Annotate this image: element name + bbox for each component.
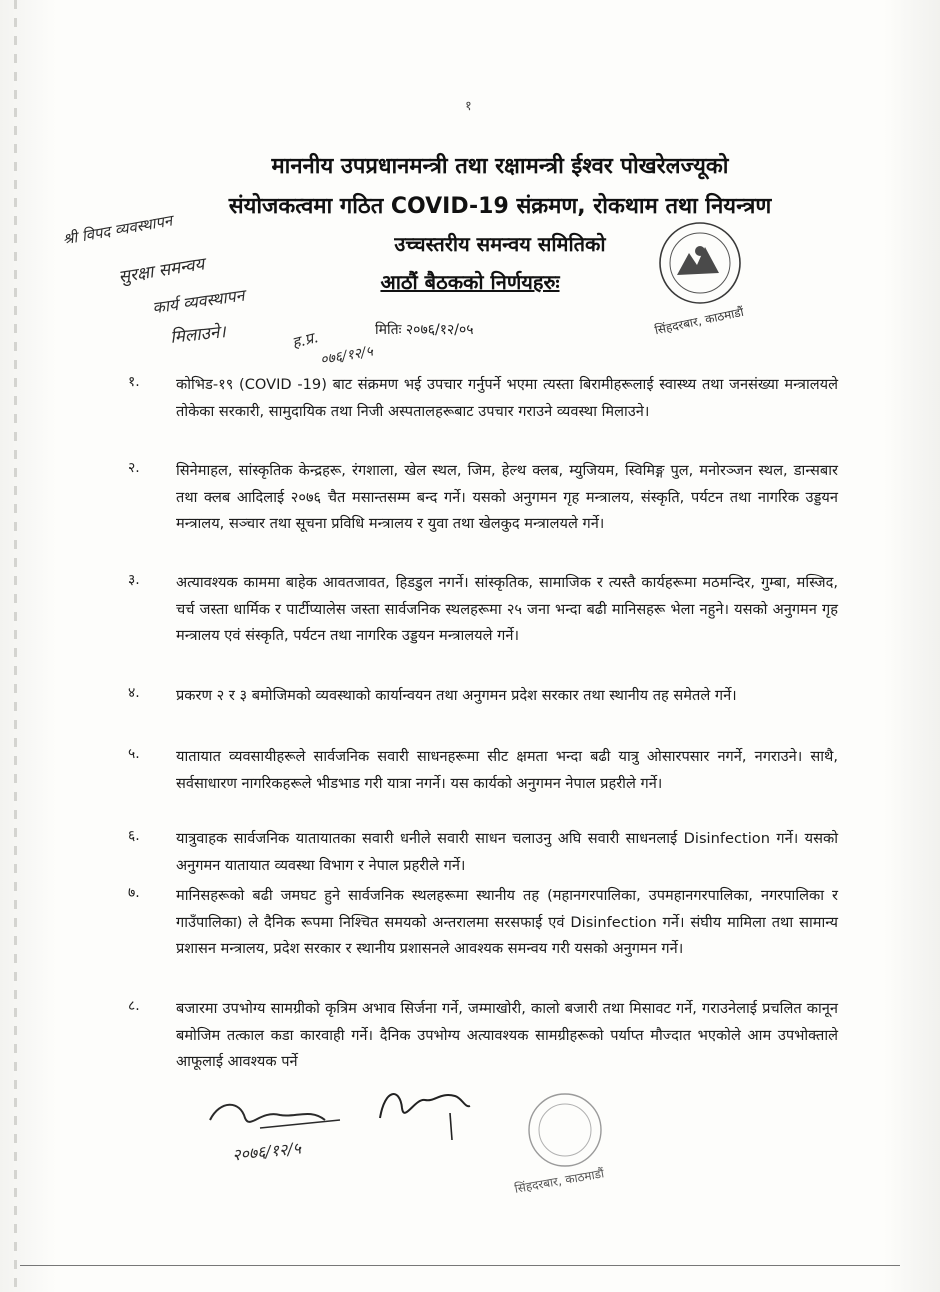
decision-number: ३. — [128, 572, 140, 588]
decision-text: अत्यावश्यक काममा बाहेक आवतजावत, हिडडुल नगर्ने। सांस्कृतिक, सामाजिक र त्यस्तै कार्यहरूमा मठमन्दिर, गुम्बा, मस्जिद, चर्च जस्ता धार्मिक र पार्टीप्यालेस जस्ता सार्वजनिक स्थलहरूमा २५ जना भन्दा बढी मानिसहरू भेला नहुने। यसको अनुगमन गृह मन्त्रालय एवं संस्कृति, पर्यटन तथा नागरिक उड्डयन मन्त्रालयले गर्ने। — [176, 574, 838, 644]
government-stamp-top — [615, 205, 785, 355]
decision-text: प्रकरण २ र ३ बमोजिमको व्यवस्थाको कार्यान्वयन तथा अनुगमन प्रदेश सरकार तथा स्थानीय तह समेतले गर्ने। — [176, 687, 737, 704]
handwritten-note-1: श्री विपद व्यवस्थापन — [61, 211, 174, 249]
stamp-place-text: सिंहदरबार, काठमाडौं — [653, 304, 745, 338]
decision-number: ७. — [128, 885, 140, 901]
decision-number: ४. — [128, 685, 140, 701]
decision-text: कोभिड-१९ (COVID -19) बाट संक्रमण भई उपचार गर्नुपर्ने भएमा त्यस्ता बिरामीहरूलाई स्वास्थ्य तथा जनसंख्या मन्त्रालयले तोकेका सरकारी, सामुदायिक तथा निजी अस्पतालहरूबाट उपचार गराउने व्यवस्था मिलाउने। — [176, 376, 838, 420]
handwritten-initial: ह.प्र. — [290, 328, 320, 352]
title-line-3: उच्चस्तरीय समन्वय समितिको — [394, 232, 606, 256]
decision-text: यात्रुवाहक सार्वजनिक यातायातका सवारी धनीले सवारी साधन चलाउनु अघि सवारी साधनलाई Disinfection गर्ने। यसको अनुगमन यातायात व्यवस्था विभाग र नेपाल प्रहरीले गर्ने। — [176, 830, 838, 874]
decision-text: बजारमा उपभोग्य सामग्रीको कृत्रिम अभाव सिर्जना गर्ने, जम्माखोरी, कालो बजारी तथा मिसावट गर्ने, गराउनेलाई प्रचलित कानून बमोजिम तत्काल कडा कारवाही गर्ने। दैनिक उपभोग्य अत्यावश्यक सामग्रीहरूको पर्याप्त मौज्दात भएकोले आम उपभोक्ताले आफूलाई आवश्यक पर्ने — [176, 1000, 838, 1070]
decision-number: ५. — [128, 746, 140, 762]
government-stamp-bottom — [485, 1080, 635, 1200]
title-line-2: संयोजकत्वमा गठित COVID-19 संक्रमण, रोकथाम तथा नियन्त्रण — [228, 194, 772, 219]
page-number: १ — [465, 99, 472, 114]
handwritten-note-4: मिलाउने। — [169, 322, 227, 348]
footer-rule — [20, 1265, 900, 1266]
decision-text: यातायात व्यवसायीहरूले सार्वजनिक सवारी साधनहरूमा सीट क्षमता भन्दा बढी यात्रु ओसारपसार नगर्ने, नगराउने। साथै, सर्वसाधारण नागरिकहरूले भीडभाड गरी यात्रा नगर्ने। यस कार्यको अनुगमन नेपाल प्रहरीले गर्ने। — [176, 748, 838, 792]
handwritten-bottom-date: २०७६/१२/५ — [231, 1138, 302, 1165]
handwritten-note-2: सुरक्षा समन्वय — [117, 254, 206, 288]
binding-holes — [14, 0, 17, 1292]
decision-number: ८. — [128, 998, 140, 1014]
title-line-4: आठौं बैठकको निर्णयहरुः — [380, 270, 560, 294]
title-line-1: माननीय उपप्रधानमन्त्री तथा रक्षामन्त्री ईश्वर पोखरेलज्यूको — [271, 154, 729, 179]
handwritten-note-date: ०७६/१२/५ — [319, 343, 375, 369]
decision-text: मानिसहरूको बढी जमघट हुने सार्वजनिक स्थलहरूमा स्थानीय तह (महानगरपालिका, उपमहानगरपालिका, नगरपालिका र गाउँपालिका) ले दैनिक रूपमा निश्चित समयको अन्तरालमा सरसफाई एवं Disinfection गर्ने। संघीय मामिला तथा सामान्य प्रशासन मन्त्रालय, प्रदेश सरकार र स्थानीय प्रशासनले आवश्यक समन्वय गरी यसको अनुगमन गर्ने। — [176, 887, 838, 957]
handwritten-note-3: कार्य व्यवस्थापन — [151, 285, 246, 318]
stamp-bottom-place-text: सिंहदरबार, काठमाडौं — [513, 1166, 606, 1196]
decision-text: सिनेमाहल, सांस्कृतिक केन्द्रहरू, रंगशाला, खेल स्थल, जिम, हेल्थ क्लब, म्युजियम, स्विमिङ्ग पुल, मनोरञ्जन स्थल, डान्सबार तथा क्लब आदिलाई २०७६ चैत मसान्तसम्म बन्द गर्ने। यसको अनुगमन गृह मन्त्रालय, संस्कृति, पर्यटन तथा नागरिक उड्डयन मन्त्रालय, सञ्चार तथा सूचना प्रविधि मन्त्रालय र युवा तथा खेलकुद मन्त्रालयले गर्ने। — [176, 462, 838, 532]
decision-number: २. — [128, 460, 140, 476]
decision-number: १. — [128, 374, 140, 390]
meeting-date: मितिः २०७६/१२/०५ — [375, 322, 474, 338]
decision-number: ६. — [128, 828, 140, 844]
signature-center — [370, 1078, 480, 1148]
